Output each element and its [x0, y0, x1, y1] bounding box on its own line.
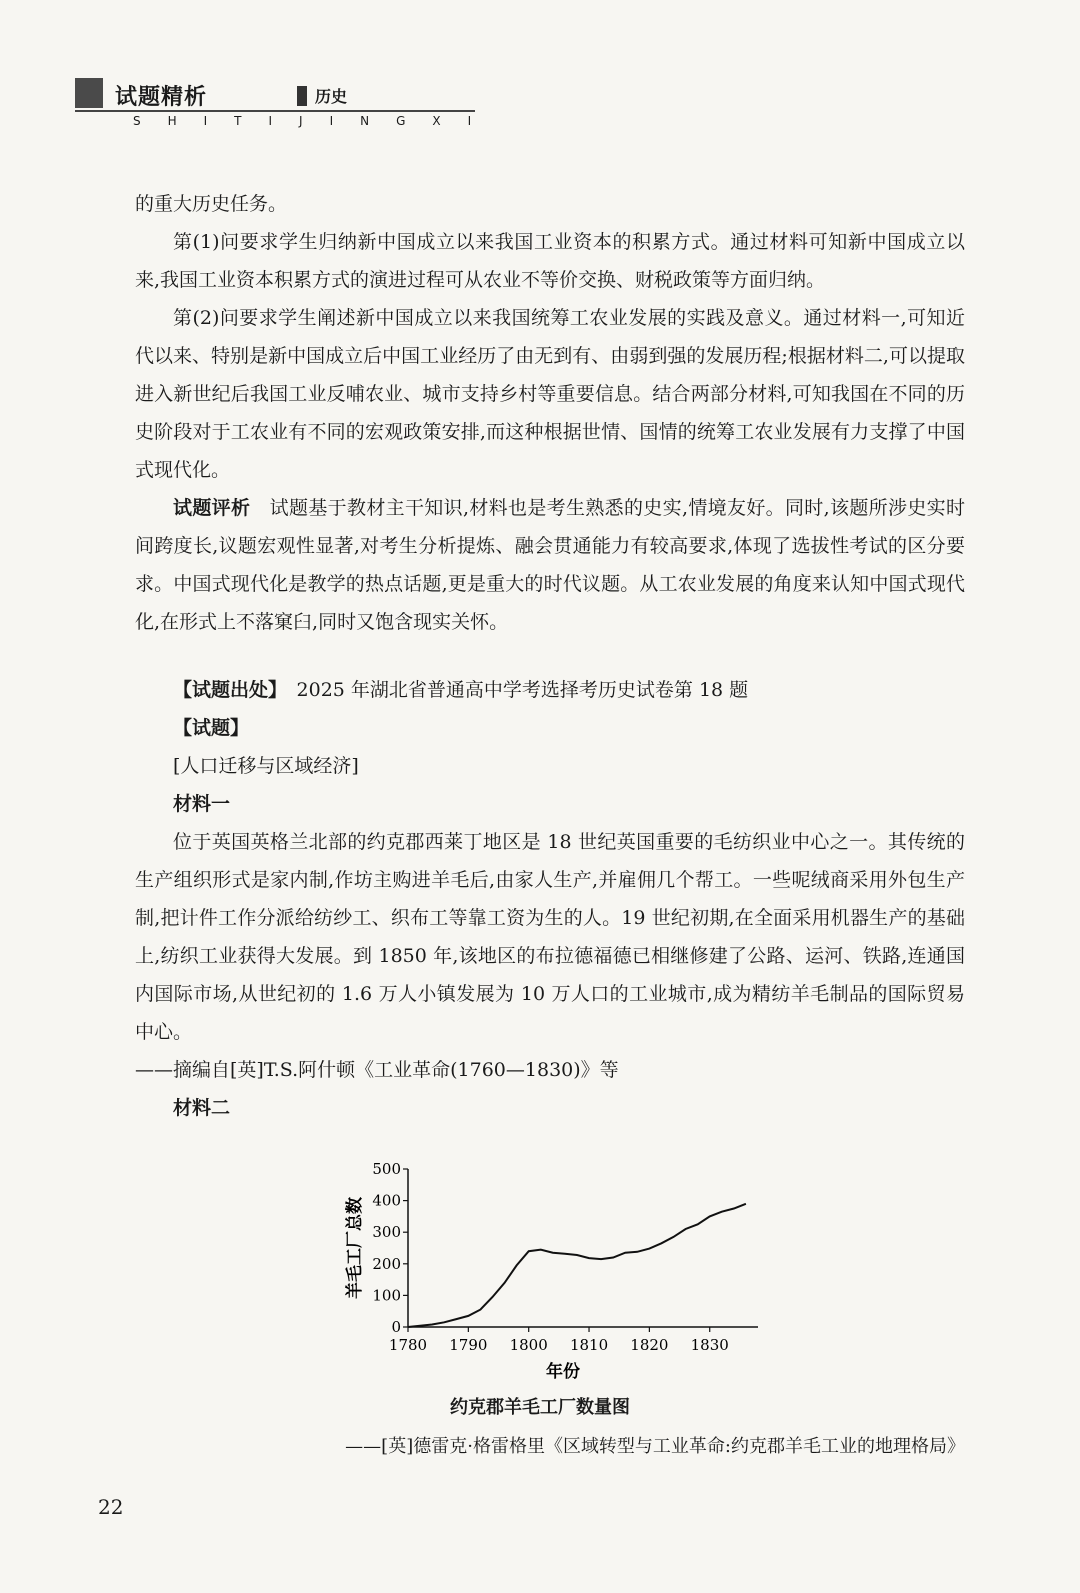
header-pinyin: SHITIJINGXI [133, 114, 499, 128]
y-tick-label: 100 [372, 1286, 401, 1305]
material1-source: ——摘编自[英]T.S.阿什顿《工业革命(1760—1830)》等 [135, 1059, 619, 1081]
header-rule [75, 110, 475, 112]
evaluation-text: 试题基于教材主干知识,材料也是考生熟悉的史实,情境友好。同时,该题所涉史实时间跨度长,议题宏观性显著,对考生分析提炼、融会贯通能力有较高要求,体现了选拔性考试的区分要求。中国式现代化是教学的热点话题,更是重大的时代议题。从工农业发展的角度来认知中国式现代化,在形式上不落窠臼,同时又饱含现实关怀。 [135, 497, 965, 633]
running-header [75, 78, 499, 128]
material1-label: 材料一 [173, 793, 231, 815]
x-tick-label: 1830 [690, 1336, 729, 1354]
x-tick-label: 1790 [449, 1336, 488, 1354]
wool-factory-chart [340, 1155, 770, 1390]
y-tick-label: 0 [391, 1318, 401, 1336]
y-tick-label: 200 [372, 1254, 401, 1273]
origin-text: 2025 年湖北省普通高中学考选择考历史试卷第 18 题 [296, 679, 749, 701]
paragraph-q2-analysis: 第(2)问要求学生阐述新中国成立以来我国统筹工农业发展的实践及意义。通过材料一,可知近代以来、特别是新中国成立后中国工业经历了由无到有、由弱到强的发展历程;根据材料二,可以提取进入新世纪后我国工业反哺农业、城市支持乡村等重要信息。结合两部分材料,可知我国在不同的历史阶段对于工农业有不同的宏观政策安排,而这种根据世情、国情的统筹工农业发展有力支撑了中国式现代化。 [135, 307, 965, 481]
header-decor-block [75, 78, 103, 108]
chart-container [340, 1155, 770, 1390]
series-line [408, 1204, 746, 1327]
page-number: 22 [98, 1495, 124, 1519]
x-tick-label: 1820 [630, 1336, 669, 1354]
paragraph-q1-analysis: 第(1)问要求学生归纳新中国成立以来我国工业资本的积累方式。通过材料可知新中国成立以来,我国工业资本积累方式的演进过程可从农业不等价交换、财税政策等方面归纳。 [135, 231, 965, 291]
x-axis-label: 年份 [546, 1362, 580, 1382]
question-label: 【试题】 [173, 717, 250, 739]
question-origin [135, 671, 965, 709]
evaluation-label: 试题评析 [173, 497, 251, 519]
y-tick-label: 300 [372, 1223, 401, 1242]
origin-label: 【试题出处】 [173, 679, 278, 701]
y-tick-label: 500 [372, 1160, 401, 1178]
material2-label: 材料二 [173, 1097, 231, 1119]
material1-text: 位于英国英格兰北部的约克郡西莱丁地区是 18 世纪英国重要的毛纺织业中心之一。其传统的生产组织形式是家内制,作坊主购进羊毛后,由家人生产,并雇佣几个帮工。一些呢绒商采用外包生产制,把计件工作分派给纺纱工、织布工等靠工资为生的人。19 世纪初期,在全面采用机器生产的基础上,纺织工业获得大发展。到 1850 年,该地区的布拉德福德已相继修建了公路、运河、铁路,连通国内国际市场,从世纪初的 1.6 万人小镇发展为 10 万人口的工业城市,成为精纺羊毛制品的国际贸易中心。 [135, 831, 965, 1043]
page-body [135, 185, 965, 1127]
y-axis-label: 羊毛工厂总数 [345, 1197, 365, 1299]
header-title: 试题精析 [115, 85, 208, 110]
header-subject: 历史 [315, 87, 348, 106]
header-divider-mark [297, 86, 307, 106]
chart-title: 约克郡羊毛工厂数量图 [450, 1397, 630, 1418]
paragraph-evaluation [135, 489, 965, 641]
x-tick-label: 1780 [388, 1336, 428, 1354]
question-topic: [人口迁移与区域经济] [173, 755, 359, 777]
chart-source: ——[英]德雷克·格雷格里《区域转型与工业革命:约克郡羊毛工业的地理格局》 [345, 1436, 965, 1457]
y-tick-label: 400 [372, 1191, 401, 1210]
x-tick-label: 1810 [569, 1336, 609, 1354]
paragraph-continuation: 的重大历史任务。 [135, 193, 288, 215]
x-tick-label: 1800 [509, 1336, 548, 1354]
